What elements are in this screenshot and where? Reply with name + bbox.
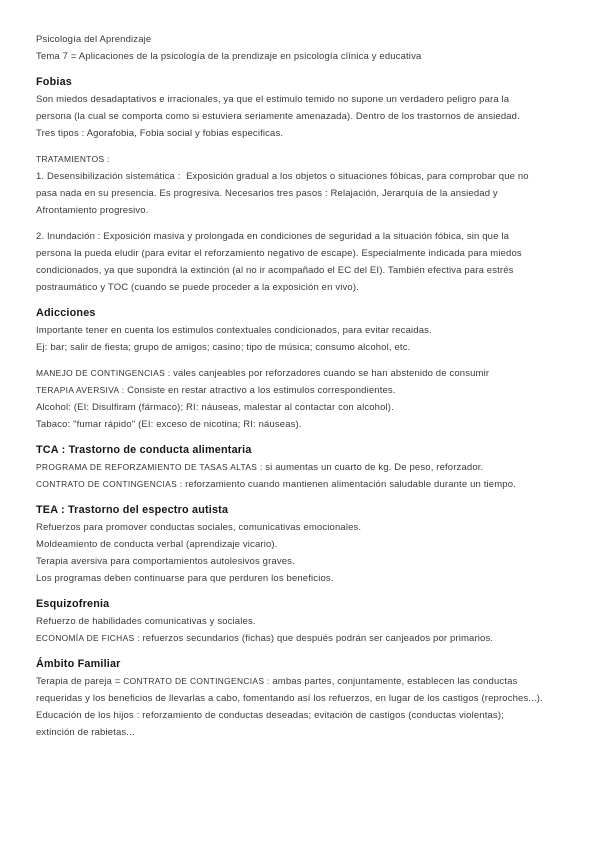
text-line [36, 365, 570, 382]
text-segment: condicionados, ya que supondrá la extinción (al no ir acompañado el EC del EI). También efectiva para estrés [36, 265, 514, 276]
section [36, 656, 570, 741]
text-segment: postraumático y TOC (cuando se puede proceder a la exposición en vivo). [36, 282, 359, 293]
section-heading: Fobias [36, 76, 72, 88]
caps-label: CONTRATO DE CONTINGENCIAS : [36, 479, 186, 489]
text-segment: refuerzos secundarios (fichas) que después podrán ser canjeados por primarios. [142, 633, 494, 644]
section-heading: TEA : Trastorno del espectro autista [36, 504, 229, 516]
text-segment: Alcohol: (EI: Disulfiram (fármaco); RI: náuseas, malestar al contactar con alcohol). [36, 402, 394, 413]
section-heading: Adicciones [36, 307, 96, 319]
text-line [36, 673, 570, 690]
text-segment: vales canjeables por reforzadores cuando se han abstenido de consumir [173, 368, 490, 379]
section [36, 305, 570, 433]
text-line [36, 630, 570, 647]
text-segment: Tema 7 = Aplicaciones de la psicología de la prendizaje en psicología clínica y educativa [36, 51, 422, 62]
text-segment: Son miedos desadaptativos e irracionales, ya que el estimulo temido no supone un verdadero peligro para la [36, 94, 510, 105]
caps-label: MANEJO DE CONTINGENCIAS : [36, 368, 174, 378]
text-line [36, 724, 570, 741]
paragraph [36, 519, 570, 587]
text-segment: Educación de los hijos : reforzamiento de conductas deseadas; evitación de castigos (conductas violentas); [36, 710, 504, 721]
text-line [36, 185, 570, 202]
text-segment: Importante tener en cuenta los estimulos contextuales condicionados, para evitar recaidas. [36, 325, 432, 336]
text-line [36, 476, 570, 493]
text-line [36, 245, 570, 262]
text-segment: Refuerzo de habilidades comunicativas y sociales. [36, 616, 256, 627]
section-heading: Ámbito Familiar [36, 658, 121, 670]
text-line [36, 570, 570, 587]
paragraph [36, 91, 570, 142]
text-segment: 1. Desensibilización sistemática : Exposición gradual a los objetos o situaciones fóbicas, para comprobar que no [36, 171, 529, 182]
text-line [36, 690, 570, 707]
text-line [36, 613, 570, 630]
text-segment: Afrontamiento progresivo. [36, 205, 149, 216]
text-segment: pasa nada en su presencia. Es progresiva. Necesarios tres pasos : Relajación, Jerarquía de la ansiedad y [36, 188, 498, 199]
text-line [36, 31, 570, 48]
text-line [36, 279, 570, 296]
text-line [36, 262, 570, 279]
paragraph [36, 31, 570, 65]
text-line [36, 707, 570, 724]
text-segment: si aumentas un cuarto de kg. De peso, reforzador. [265, 462, 484, 473]
section [36, 442, 570, 493]
text-segment: Psicología del Aprendizaje [36, 34, 152, 45]
text-line [36, 322, 570, 339]
text-segment: Refuerzos para promover conductas sociales, comunicativas emocionales. [36, 522, 362, 533]
text-segment: persona (la cual se comporta como si estuviera seriamente amenazada). Dentro de los trastornos de ansiedad. [36, 111, 520, 122]
section [36, 502, 570, 587]
text-segment: requeridas y los beneficios de llevarlas a cabo, fomentando así los refuerzos, en lugar de los castigos (reproches...). [36, 693, 543, 704]
text-segment: Terapia aversiva para comportamientos autolesivos graves. [36, 556, 295, 567]
text-segment: persona la pueda eludir (para evitar el reforzamiento negativo de escape). Especialmente indicada para miedos [36, 248, 522, 259]
paragraph [36, 673, 570, 741]
text-line [36, 399, 570, 416]
text-line [36, 459, 570, 476]
text-line [36, 168, 570, 185]
text-line [36, 151, 570, 168]
text-line [36, 48, 570, 65]
caps-label: PROGRAMA DE REFORZAMIENTO DE TASAS ALTAS : [36, 462, 266, 472]
section-heading: TCA : Trastorno de conducta alimentaria [36, 444, 252, 456]
document-content [36, 31, 570, 741]
text-segment: Moldeamiento de conducta verbal (aprendizaje vicario). [36, 539, 278, 550]
section [36, 31, 570, 65]
text-line [36, 202, 570, 219]
section-heading: Esquizofrenia [36, 598, 110, 610]
text-segment: Tres tipos : Agorafobia, Fobia social y fobias especificas. [36, 128, 284, 139]
section [36, 74, 570, 296]
text-segment: Ej: bar; salir de fiesta; grupo de amigos; casino; tipo de música; consumo alcohol, etc. [36, 342, 411, 353]
caps-label: TRATAMIENTOS : [36, 154, 110, 164]
text-line [36, 339, 570, 356]
text-segment: Los programas deben continuarse para que perduren los beneficios. [36, 573, 334, 584]
text-segment: Consiste en restar atractivo a los estimulos correspondientes. [127, 385, 396, 396]
text-line [36, 108, 570, 125]
text-line [36, 519, 570, 536]
text-line [36, 125, 570, 142]
text-line [36, 382, 570, 399]
paragraph [36, 459, 570, 493]
text-segment: extinción de rabietas... [36, 727, 135, 738]
text-segment: ambas partes, conjuntamente, establecen las conductas [272, 676, 518, 687]
text-line [36, 228, 570, 245]
paragraph [36, 322, 570, 356]
text-segment: Tabaco: "fumar rápido" (EI: exceso de nicotina; RI: náuseas). [36, 419, 302, 430]
caps-label: CONTRATO DE CONTINGENCIAS : [123, 676, 273, 686]
paragraph [36, 613, 570, 647]
paragraph [36, 151, 570, 219]
text-line [36, 91, 570, 108]
text-segment: 2. Inundación : Exposición masiva y prolongada en condiciones de seguridad a la situación fóbica, sin que la [36, 231, 510, 242]
section [36, 596, 570, 647]
text-segment: Terapia de pareja = [36, 676, 124, 687]
text-line [36, 553, 570, 570]
paragraph [36, 228, 570, 296]
caps-label: TERAPIA AVERSIVA : [36, 385, 128, 395]
text-line [36, 416, 570, 433]
text-line [36, 536, 570, 553]
caps-label: ECONOMÍA DE FICHAS : [36, 633, 143, 643]
text-segment: reforzamiento cuando mantienen alimentación saludable durante un tiempo. [185, 479, 516, 490]
paragraph [36, 365, 570, 433]
